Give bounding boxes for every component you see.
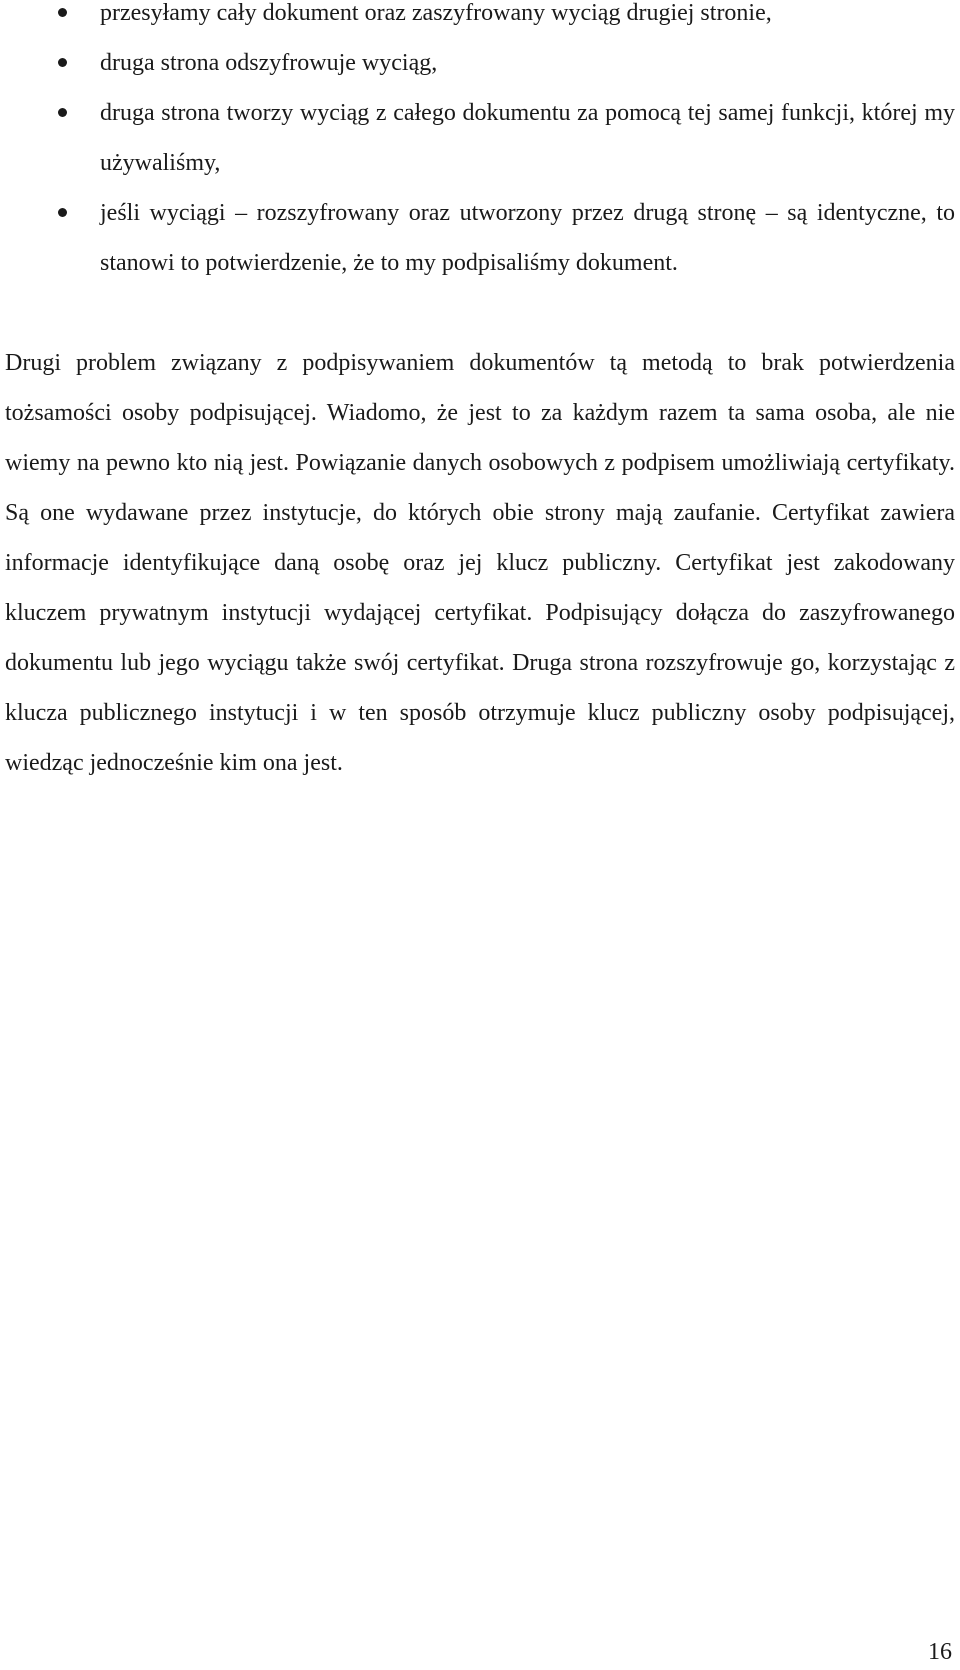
bullet-icon <box>58 208 67 217</box>
page-number: 16 <box>928 1639 952 1665</box>
list-item-text: jeśli wyciągi – rozszyfrowany oraz utworzony przez drugą stronę – są identyczne, to stanowi to potwierdzenie, że to my podpisaliśmy dokument. <box>100 200 955 276</box>
list-item <box>0 188 955 338</box>
body-paragraph: Drugi problem związany z podpisywaniem dokumentów tą metodą to brak potwierdzenia tożsamości osoby podpisującej. Wiadomo, że jest to za każdym razem ta sama osoba, ale nie wiemy na pewno kto nią jest. Powiązanie danych osobowych z podpisem umożliwiają certyfikaty. Są one wydawane przez instytucje, do których obie strony mają zaufanie. Certyfikat zawiera informacje identyfikujące daną osobę oraz jej klucz publiczny. Certyfikat jest zakodowany kluczem prywatnym instytucji wydającej certyfikat. Podpisujący dołącza do zaszyfrowanego dokumentu lub jego wyciągu także swój certyfikat. Druga strona rozszyfrowuje go, korzystając z klucza publicznego instytucji i w ten sposób otrzymuje klucz publiczny osoby podpisującej, wiedząc jednocześnie kim ona jest. <box>5 350 955 776</box>
list-item-text: druga strona tworzy wyciąg z całego dokumentu za pomocą tej samej funkcji, której my używaliśmy, <box>100 100 955 176</box>
list-item <box>0 88 955 188</box>
list-item-text: druga strona odszyfrowuje wyciąg, <box>100 50 438 76</box>
list-item <box>0 38 955 88</box>
list-item <box>0 0 955 38</box>
bullet-icon <box>58 108 67 117</box>
list-item-text: przesyłamy cały dokument oraz zaszyfrowany wyciąg drugiej stronie, <box>100 0 772 26</box>
bullet-list <box>0 0 955 338</box>
bullet-icon <box>58 8 67 17</box>
bullet-icon <box>58 58 67 67</box>
